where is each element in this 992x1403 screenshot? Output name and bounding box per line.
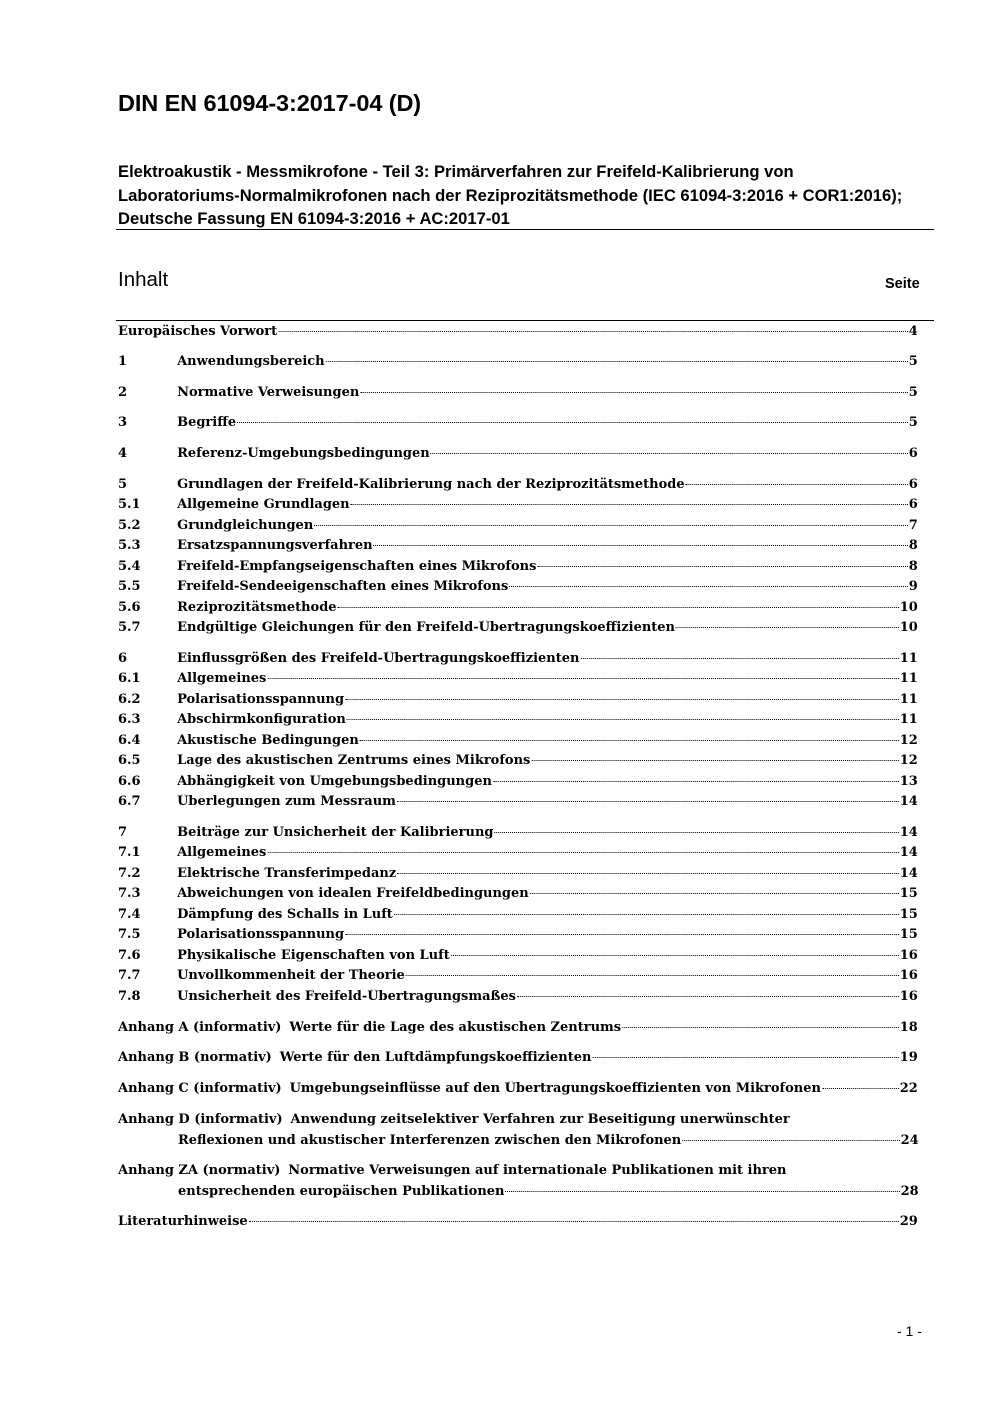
toc-entry[interactable]: [118, 354, 918, 376]
annex-title-continued: Reflexionen und akustischer Interferenzen zwischen den Mikrofonen: [178, 1133, 682, 1148]
dot-leader: [686, 484, 908, 485]
toc-entry-title: Abweichungen von idealen Freifeldbedingungen: [177, 886, 529, 901]
toc-annex-entry[interactable]: [118, 1112, 918, 1134]
toc-entry-number: 5: [118, 477, 128, 492]
dot-leader: [530, 893, 899, 894]
annex-label: Anhang ZA (normativ): [118, 1163, 281, 1178]
toc-entry[interactable]: [118, 927, 918, 949]
toc-entry-number: 6: [118, 651, 128, 666]
toc-entry-number: 6.3: [118, 712, 141, 727]
toc-annex-entry[interactable]: [118, 1020, 918, 1042]
dot-leader: [267, 678, 898, 679]
toc-entry-page: 4: [908, 324, 918, 339]
toc-entry-page: 10: [899, 600, 918, 615]
toc-entry[interactable]: [118, 794, 918, 816]
toc-entry-number: 5.6: [118, 600, 141, 615]
toc-entry-page: 11: [899, 651, 918, 666]
dot-leader: [345, 699, 899, 700]
toc-entry-title: Polarisationsspannung: [177, 927, 345, 942]
annex-label: Anhang A (informativ): [118, 1020, 282, 1035]
dot-leader: [326, 361, 908, 362]
toc-entry-number: 7.2: [118, 866, 141, 881]
toc-entry-page: 5: [908, 415, 918, 430]
toc-annex-continuation: [178, 1133, 919, 1155]
toc-entry-title: Abschirmkonfiguration: [177, 712, 346, 727]
toc-entry-number: 6.4: [118, 733, 141, 748]
toc-entry-page: 11: [899, 712, 918, 727]
toc-entry-title: Akustische Bedingungen: [177, 733, 359, 748]
toc-entry-number: 6.1: [118, 671, 141, 686]
toc-annex-heading: [118, 1112, 790, 1127]
toc-entry-number: 7.5: [118, 927, 141, 942]
toc-entry-page: 8: [908, 538, 918, 553]
toc-entry[interactable]: [118, 968, 918, 990]
toc-entry-title: Normative Verweisungen: [177, 385, 360, 400]
toc-entry[interactable]: [118, 753, 918, 775]
toc-entry-title: Literaturhinweise: [118, 1214, 248, 1229]
toc-entry[interactable]: [118, 651, 918, 673]
toc-entry[interactable]: [118, 692, 918, 714]
toc-entry[interactable]: [118, 477, 918, 499]
toc-annex-heading: [118, 1050, 591, 1065]
dot-leader: [237, 422, 908, 423]
annex-title: Werte für den Luftdämpfungskoeffizienten: [279, 1050, 592, 1065]
toc-entry-title: Freifeld-Empfangseigenschaften eines Mikrofons: [177, 559, 537, 574]
toc-entry-number: 5.4: [118, 559, 141, 574]
toc-entry-title: Beiträge zur Unsicherheit der Kalibrierung: [177, 825, 494, 840]
dot-leader: [249, 1221, 899, 1222]
dot-leader: [406, 975, 899, 976]
dot-leader: [374, 545, 908, 546]
annex-label: Anhang B (normativ): [118, 1050, 272, 1065]
toc-entry-page: 9: [908, 579, 918, 594]
toc-entry-page: 12: [899, 733, 918, 748]
dot-leader: [360, 740, 899, 741]
toc-entry-title: Unvollkommenheit der Theorie: [177, 968, 405, 983]
toc-entry[interactable]: [118, 385, 918, 407]
toc-entry-page: 28: [900, 1184, 919, 1199]
toc-entry-number: 7.7: [118, 968, 141, 983]
toc-entry[interactable]: [118, 886, 918, 908]
toc-entry[interactable]: [118, 825, 918, 847]
dot-leader: [531, 760, 898, 761]
dot-leader: [431, 453, 908, 454]
toc-entry-page: 11: [899, 671, 918, 686]
toc-entry-page: 6: [908, 446, 918, 461]
dot-leader: [676, 627, 899, 628]
toc-entry-title: Referenz-Umgebungsbedingungen: [177, 446, 430, 461]
toc-annex-entry[interactable]: [118, 1050, 918, 1072]
toc-entry-page: 18: [899, 1020, 918, 1035]
toc-entry-page: 16: [899, 968, 918, 983]
toc-entry[interactable]: [118, 866, 918, 888]
toc-entry-title: Elektrische Transferimpedanz: [177, 866, 397, 881]
page-number: - 1 -: [897, 1323, 922, 1339]
toc-annex-heading: [118, 1020, 621, 1035]
dot-leader: [822, 1088, 899, 1089]
toc-entry[interactable]: [118, 579, 918, 601]
toc-entry-page: 29: [899, 1214, 918, 1229]
dot-leader: [682, 1140, 899, 1141]
dot-leader: [345, 934, 899, 935]
toc-entry[interactable]: [118, 324, 918, 346]
toc-entry-title: Anwendungsbereich: [177, 354, 325, 369]
dot-leader: [451, 955, 899, 956]
toc-entry-title: Begriffe: [177, 415, 237, 430]
toc-entry-number: 5.2: [118, 518, 141, 533]
dot-leader: [397, 873, 899, 874]
toc-entry-number: 5.1: [118, 497, 141, 512]
dot-leader: [509, 586, 907, 587]
toc-annex-heading: [118, 1081, 821, 1096]
title-rule: [116, 229, 934, 230]
toc-entry-title: Unsicherheit des Freifeld-Übertragungsmaßes: [177, 989, 516, 1004]
toc-entry-page: 11: [899, 692, 918, 707]
dot-leader: [267, 852, 898, 853]
toc-entry-title: Allgemeines: [177, 671, 267, 686]
dot-leader: [494, 832, 898, 833]
annex-title: Umgebungseinflüsse auf den Übertragungskoeffizienten von Mikrofonen: [289, 1081, 821, 1096]
toc-entry-title: Europäisches Vorwort: [118, 324, 278, 339]
annex-title: Werte für die Lage des akustischen Zentrums: [289, 1020, 622, 1035]
toc-entry-title: Einflussgrößen des Freifeld-Übertragungskoeffizienten: [177, 651, 580, 666]
toc-entry-title: Allgemeines: [177, 845, 267, 860]
toc-entry-page: 15: [899, 927, 918, 942]
toc-entry-title: Lage des akustischen Zentrums eines Mikrofons: [177, 753, 531, 768]
toc-entry-number: 5.5: [118, 579, 141, 594]
annex-label: Anhang C (informativ): [118, 1081, 282, 1096]
toc-bibliography[interactable]: [118, 1214, 918, 1236]
toc-entry-number: 7.8: [118, 989, 141, 1004]
toc-entry-page: 15: [899, 907, 918, 922]
toc-entry-page: 12: [899, 753, 918, 768]
toc-annex-entry[interactable]: [118, 1081, 918, 1103]
toc-entry-page: 14: [899, 845, 918, 860]
toc-entry-title: Freifeld-Sendeeigenschaften eines Mikrofons: [177, 579, 509, 594]
document-subtitle: Elektroakustik - Messmikrofone - Teil 3: Primärverfahren zur Freifeld-Kalibrierung von Laboratoriums-Normalmikrofonen nach der Reziprozitätsmethode (IEC 61094-3:2016 + COR1:2016); Deutsche Fassung EN 61094-3:2016 + AC:2017-01: [118, 162, 903, 228]
toc-rule: [116, 320, 934, 321]
toc-entry-title: Physikalische Eigenschaften von Luft: [177, 948, 450, 963]
toc-entry-page: 8: [908, 559, 918, 574]
toc-annex-heading: [118, 1163, 786, 1178]
toc-entry-page: 7: [908, 518, 918, 533]
toc-entry-page: 24: [900, 1133, 919, 1148]
toc-entry[interactable]: [118, 538, 918, 560]
toc-entry[interactable]: [118, 671, 918, 693]
toc-entry-page: 22: [899, 1081, 918, 1096]
toc-entry-page: 5: [908, 385, 918, 400]
toc-entry-number: 7: [118, 825, 128, 840]
toc-entry-page: 15: [899, 886, 918, 901]
toc-entry-page: 19: [899, 1050, 918, 1065]
dot-leader: [493, 781, 899, 782]
toc-entry-page: 16: [899, 948, 918, 963]
toc-entry[interactable]: [118, 845, 918, 867]
toc-annex-entry[interactable]: [118, 1163, 918, 1185]
toc-entry-number: 7.3: [118, 886, 141, 901]
toc-entry-page: 16: [899, 989, 918, 1004]
toc-entry-title: Grundlagen der Freifeld-Kalibrierung nach der Reziprozitätsmethode: [177, 477, 685, 492]
toc-annex-continuation: [178, 1184, 919, 1206]
toc-entry-number: 2: [118, 385, 128, 400]
toc-entry-title: Reziprozitätsmethode: [177, 600, 337, 615]
dot-leader: [592, 1057, 898, 1058]
toc-entry-page: 14: [899, 794, 918, 809]
toc-entry-title: Allgemeine Grundlagen: [177, 497, 350, 512]
toc-entry-page: 10: [899, 620, 918, 635]
toc-entry-number: 6.7: [118, 794, 141, 809]
toc-entry[interactable]: [118, 559, 918, 581]
toc-entry-number: 5.3: [118, 538, 141, 553]
toc-entry[interactable]: [118, 907, 918, 929]
toc-entry[interactable]: [118, 948, 918, 970]
toc-entry[interactable]: [118, 620, 918, 642]
toc-entry-title: Endgültige Gleichungen für den Freifeld-Übertragungskoeffizienten: [177, 620, 675, 635]
dot-leader: [347, 719, 899, 720]
toc-entry-number: 1: [118, 354, 128, 369]
dot-leader: [360, 392, 908, 393]
toc-entry-title: Überlegungen zum Messraum: [177, 794, 396, 809]
toc-entry[interactable]: [118, 600, 918, 622]
dot-leader: [314, 525, 908, 526]
dot-leader: [580, 658, 898, 659]
toc-entry-number: 7.4: [118, 907, 141, 922]
toc-entry-page: 13: [899, 774, 918, 789]
toc-entry-number: 6.6: [118, 774, 141, 789]
dot-leader: [278, 331, 908, 332]
dot-leader: [397, 801, 899, 802]
toc-entry-number: 6.2: [118, 692, 141, 707]
annex-title: Normative Verweisungen auf internationale Publikationen mit ihren: [288, 1163, 787, 1178]
page-column-label: Seite: [885, 276, 920, 292]
toc-entry-number: 6.5: [118, 753, 141, 768]
toc-entry-page: 14: [899, 825, 918, 840]
toc-entry[interactable]: [118, 733, 918, 755]
toc-entry-page: 6: [908, 497, 918, 512]
toc-entry[interactable]: [118, 497, 918, 519]
toc-entry[interactable]: [118, 774, 918, 796]
toc-entry[interactable]: [118, 415, 918, 437]
dot-leader: [537, 566, 907, 567]
dot-leader: [517, 996, 899, 997]
annex-title: Anwendung zeitselektiver Verfahren zur Beseitigung unerwünschter: [290, 1112, 790, 1127]
toc-entry-page: 5: [908, 354, 918, 369]
annex-label: Anhang D (informativ): [118, 1112, 283, 1127]
toc-entry-title: Ersatzspannungsverfahren: [177, 538, 373, 553]
toc-entry[interactable]: [118, 712, 918, 734]
toc-entry[interactable]: [118, 989, 918, 1011]
toc-entry-number: 7.1: [118, 845, 141, 860]
toc-heading: Inhalt: [118, 268, 169, 291]
toc-entry-page: 14: [899, 866, 918, 881]
toc-entry-page: 6: [908, 477, 918, 492]
toc-entry-title: Grundgleichungen: [177, 518, 314, 533]
dot-leader: [338, 607, 899, 608]
toc-entry-title: Abhängigkeit von Umgebungsbedingungen: [177, 774, 492, 789]
dot-leader: [351, 504, 908, 505]
dot-leader: [394, 914, 899, 915]
dot-leader: [622, 1027, 899, 1028]
toc-entry[interactable]: [118, 518, 918, 540]
toc-entry-title: Dämpfung des Schalls in Luft: [177, 907, 393, 922]
dot-leader: [505, 1191, 899, 1192]
toc-entry-number: 3: [118, 415, 128, 430]
toc-entry-title: Polarisationsspannung: [177, 692, 345, 707]
toc-entry-number: 5.7: [118, 620, 141, 635]
document-title: DIN EN 61094-3:2017-04 (D): [118, 90, 422, 116]
toc-entry-number: 4: [118, 446, 128, 461]
annex-title-continued: entsprechenden europäischen Publikationen: [178, 1184, 505, 1199]
toc-entry[interactable]: [118, 446, 918, 468]
toc-entry-number: 7.6: [118, 948, 141, 963]
